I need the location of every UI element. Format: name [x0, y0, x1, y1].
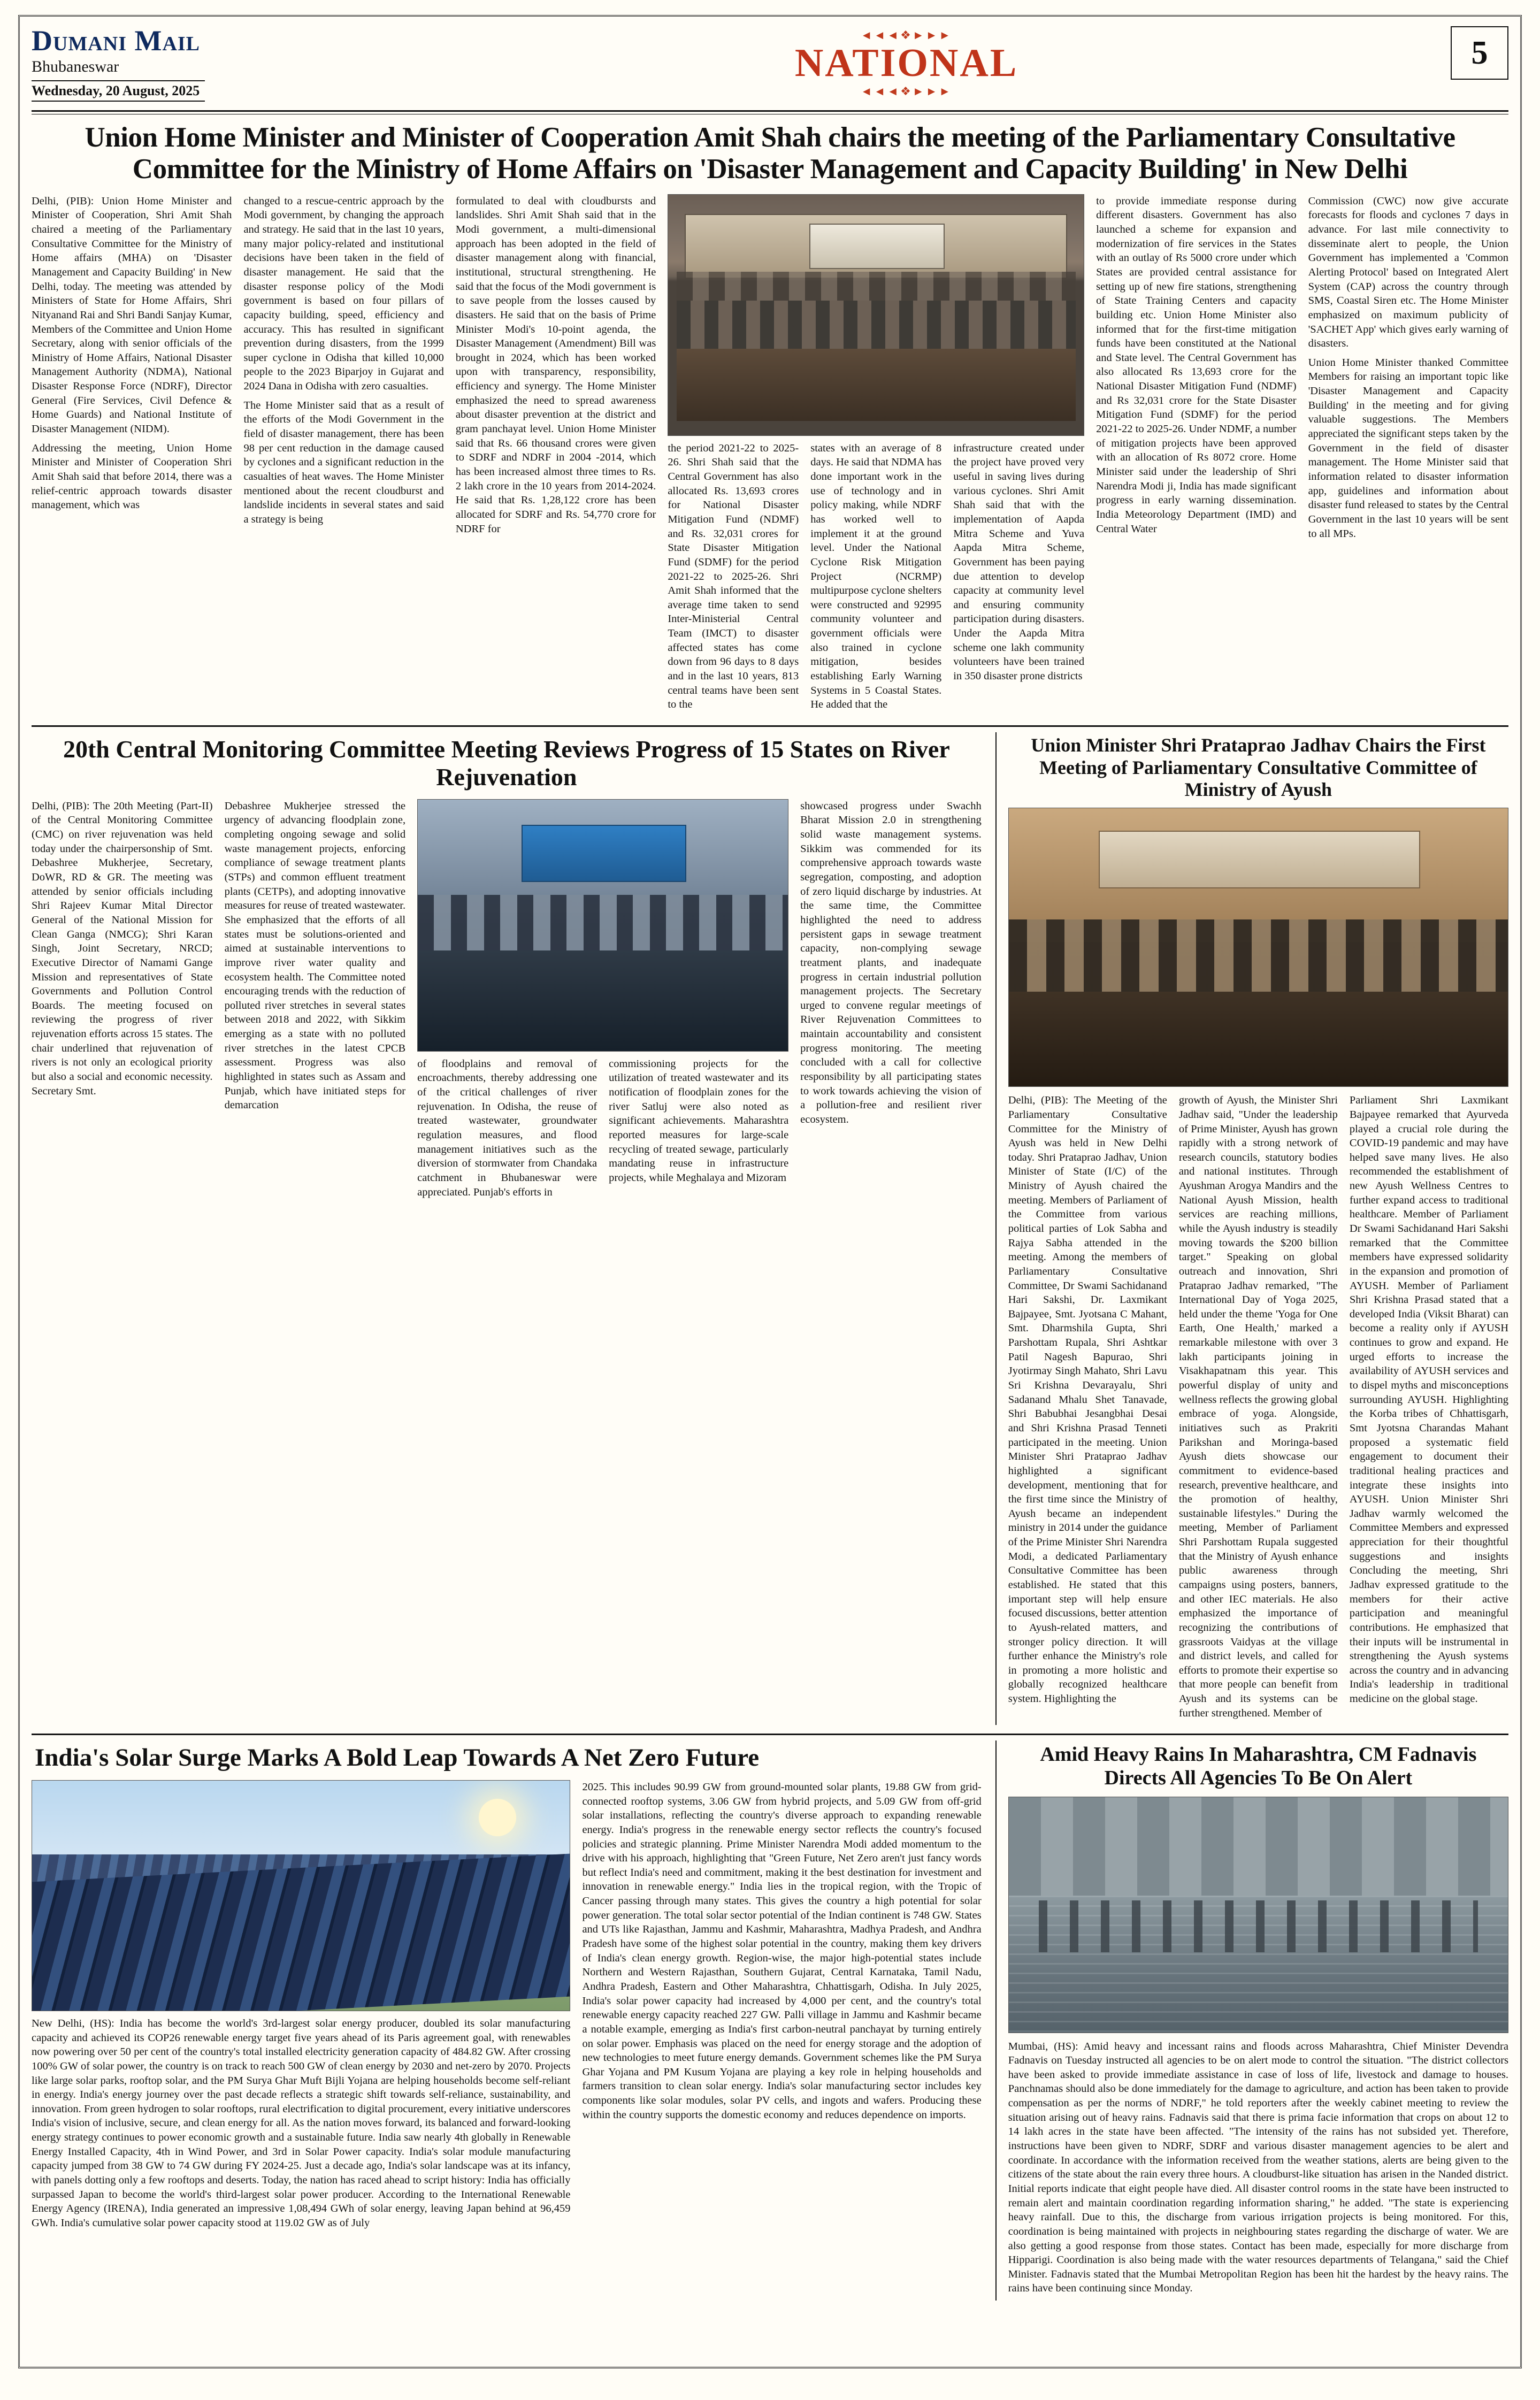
paragraph: Commission (CWC) now give accurate forecasts for floods and cyclones 7 days in advance. For last mile connectivity to disseminate alert to people, the Union Government has implemented a 'Common Alerting Protocol' based on Integrated Alert System (CAP) across the country through SMS, Coastal Siren etc. The Home Minister emphasized on maximum publicity of 'SACHET App' which gives early warning of disasters. — [1308, 195, 1509, 350]
story1-col-5 — [810, 441, 941, 717]
masthead-center — [385, 26, 1428, 98]
edition-date: Wednesday, 20 August, 2025 — [32, 80, 205, 102]
story3-col-2 — [1179, 1093, 1338, 1725]
story2-columns — [32, 799, 982, 1204]
story2-col-5 — [800, 799, 982, 1204]
story3-headline: Union Minister Shri Prataprao Jadhav Chairs the First Meeting of Parliamentary Consultative Committee of Ministry of Ayush — [1031, 734, 1486, 801]
story4-columns — [32, 1780, 982, 2235]
masthead-rule-thick — [32, 110, 1508, 112]
story2-under-photo — [417, 1057, 788, 1204]
ornament-bottom-icon: ◄◄◄❖►►► — [860, 85, 953, 98]
paragraph: 2025. This includes 90.99 GW from ground-mounted solar plants, 19.88 GW from grid-connected rooftop systems, 3.06 GW from hybrid projects, and 5.09 GW from off-grid solar installations, reflecting the country's diverse approach to expanding renewable energy. India's progress in the renewable energy sector reflects the country's focused policies and strategic planning. Prime Minister Narendra Modi added momentum to the drive with his approach, highlighting that "Green Future, Net Zero aren't just fancy words but reflect India's need and commitment, making it the best destination for investment and innovation in renewable energy." India lies in the tropical region, with the Tropic of Cancer passing through many states. This gives the country a high potential for solar power generation. The total solar sector potential of the Indian continent is 748 GW. States and UTs like Rajasthan, Jammu and Kashmir, Maharashtra, Madhya Pradesh, and Andhra Pradesh have some of the highest solar potential in the country, making them key drivers of India's clean energy growth. Region-wise, the major high-potential states include Northern and Western Rajasthan, Southern Gujarat, Central Karnataka, Tamil Nadu, Andhra Pradesh, Eastern and Other Maharashtra, Chhattisgarh, Odisha. In July 2025, India's solar power capacity had increased by 4,000 per cent, and the country's total renewable energy capacity reached 227 GW. Palli village in Jammu and Kashmir became a notable example, emerging as India's first carbon-neutral panchayat by turning entirely on solar power. Emphasis was placed on the need for energy storage and the adoption of new technologies to meet future energy demands. Government schemes like the PM Surya Ghar Yojana and PM Kusum Yojana are playing a key role in helping households and farmers transition to clean solar energy. India's solar manufacturing sector includes key components like solar modules, solar PV cells, and ingots and wafers. Producing these within the country supports the domestic economy and reduces dependence on imports. — [582, 1781, 982, 2121]
paragraph: New Delhi, (HS): India has become the world's 3rd-largest solar energy producer, doubled its solar manufacturing capacity and achieved its COP26 renewable energy target five years ahead of its Paris agreement goal, with renewables now powering over 50 per cent of the country's total installed electricity generation capacity of 484.82 GW. After crossing 100% GW of solar power, the country is on track to reach 500 GW of clean energy by 2030 and net-zero by 2070. Projects like large solar parks, rooftop solar, and the PM Surya Ghar Muft Bijli Yojana are helping households become self-reliant in energy. India's energy journey over the past decade reflects a strategic shift towards self-reliance, sustainability, and innovation. From green hydrogen to solar rooftops, rural electrification to digital procurement, every initiative underscores India's vision of inclusive, secure, and clean energy for all. As the nation moves forward, its balanced and forward-looking energy strategy continues to power economic growth and a sustainable future. India saw nearly 4th globally in Renewable Energy Installed Capacity, 4th in Wind Power, and 3rd in Solar Power capacity. India's solar module manufacturing capacity jumped from 38 GW to 74 GW during FY 2024-25. Just a decade ago, India's solar landscape was at its infancy, with panels dotting only a few rooftops and deserts. Today, the nation has raced ahead to script history: India has officially surpassed Japan to become the world's third-largest solar power producer. According to the International Renewable Energy Agency (IRENA), India generated an impressive 1,08,494 GWh of solar energy, leaving Japan behind at 96,459 GWh. India's cumulative solar power capacity stood at 119.02 GW as of July — [32, 2017, 571, 2229]
paragraph: Delhi, (PIB): The 20th Meeting (Part-II) of the Central Monitoring Committee (CMC) on river rejuvenation was held today under the chairpersonship of Smt. Debashree Mukherjee, Secretary, DoWR, RD & GR. The meeting was attended by senior officials including Shri Rajeev Kumar Mital Director General of the National Mission for Clean Ganga (NMCG); Shri Karan Singh, Joint Secretary, NRCD; Executive Director of Namami Gange Mission and representatives of State Governments and Pollution Control Boards. The meeting focused on reviewing the progress of river rejuvenation efforts across 15 states. The chair underlined that rejuvenation of rivers is not only an ecological priority but also a social and economic necessity. Secretary Smt. — [32, 800, 213, 1097]
story4-photo-col — [32, 1780, 570, 2235]
page-number: 5 — [1451, 26, 1508, 80]
paragraph: formulated to deal with cloudbursts and landslides. Shri Amit Shah said that in the Modi government, a multi-dimensional approach has been adopted in the field of disaster management along with financial, institutional, structural strengthening. He said that the focus of the Modi government is to save people from the losses caused by disasters. He said that on the basis of Prime Minister Modi's 10-point agenda, the Disaster Management (Amendment) Bill was brought in 2024, which has been worked upon with transparency, responsibility, efficiency and synergy. The Home Minister emphasized the need to spread awareness about disaster prevention at the district and gram panchayat level. Union Home Minister said that Rs. 66 thousand crores were given to SDRF and NDRF in 2004 -2014, which has been increased almost three times to Rs. 2 lakh crore in the 10 years from 2014-2024. He said that Rs. 1,28,122 crore has been allocated for SDRF and Rs. 54,770 crore for NDRF for — [455, 195, 656, 535]
paragraph: to provide immediate response during different disasters. Government has also launched a scheme for expansion and modernization of fire services in the States with an outlay of Rs 5000 crore under which States are provided central assistance for setting up of new fire stations, strengthening of State Training Centers and capacity building etc. Union Home Minister also informed that for the first-time mitigation funds have been constituted at the National and State level. The Central Government has also allocated Rs 13,693 crore for the National Disaster Mitigation Fund (NDMF) and Rs 32,031 crore for the State Disaster Mitigation Fund (SDMF) for the period 2021-22 to 2025-26. Under NDMF, a number of mitigation projects have been approved with an allocation of Rs 8072 crore. Home Minister said under the leadership of Shri Narendra Modi ji, India has made significant progress in early warning dissemination. India Meteorology Department (IMD) and Central Water — [1096, 195, 1297, 535]
story2-col-2 — [225, 799, 406, 1204]
newspaper-title: Dumani Mail — [32, 25, 201, 57]
story2-block — [32, 732, 982, 1725]
story1-photo-and-cols — [668, 194, 1084, 717]
masthead — [32, 26, 1508, 105]
story3-block — [995, 732, 1508, 1725]
paragraph: Union Home Minister thanked Committee Members for raising an important topic like 'Disaster Management and Capacity Building' in the meeting and for giving valuable suggestions. The Members appreciated the significant steps taken by the Government in the field of disaster management. The Home Minister said that information related to disaster information app, guidelines and information about disaster fund released to states by the Central Government in the last 10 years will be sent to all MPs. — [1308, 356, 1509, 540]
edition-city: Bhubaneswar — [32, 58, 119, 76]
ornament-top-icon: ◄◄◄❖►►► — [860, 28, 953, 42]
story1-col-6 — [953, 441, 1084, 717]
paragraph: showcased progress under Swachh Bharat Mission 2.0 in strengthening solid waste management systems. Sikkim was commended for its comprehensive approach towards waste segregation, composting, and adoption of zero liquid discharge by industries. At the same time, the Committee highlighted the need to address persistent gaps in sewage treatment capacity, non-complying sewage treatment plants, and inadequate progress in certain industrial pollution management projects. The Secretary urged to convene regular meetings of River Rejuvenation Committees to maintain accountability and consistent progress monitoring. The meeting concluded with a call for collective responsibility by all participating states to work towards achieving the vision of a pollution-free and resilient river ecosystem. — [800, 800, 982, 1125]
section-divider — [32, 725, 1508, 727]
story2-photo — [417, 799, 788, 1052]
paragraph: Delhi, (PIB): Union Home Minister and Minister of Cooperation, Shri Amit Shah chaired a meeting of the Parliamentary Consultative Committee for the Ministry of Home affairs (MHA) on 'Disaster Management and Capacity Building' in New Delhi, today. The meeting was attended by Ministers of State for Home Affairs, Shri Nityanand Rai and Shri Bandi Sanjay Kumar, Members of the Committee and Union Home Secretary, along with senior officials of the Ministry of Home Affairs, National Disaster Management Authority (NDMA), National Disaster Response Force (NDRF), Director General (Fire Services, Civil Defence & Home Guards) and National Institute of Disaster Management (NIDM). — [32, 195, 232, 435]
paragraph: of floodplains and removal of encroachments, thereby addressing one of the critical challenges of river rejuvenation. In Odisha, the reuse of treated wastewater, groundwater regulation measures, and flood management initiatives such as the diversion of stormwater from Chandaka catchment in Bhubaneswar were appreciated. Punjab's efforts in — [417, 1057, 597, 1198]
paragraph: states with an average of 8 days. He said that NDMA has done important work in the use of technology and in policy making, while NDRF has worked well to implement it at the ground level. Under the National Cyclone Risk Mitigation Project (NCRMP) multipurpose cyclone shelters were constructed and 92995 community volunteer and government officials were also trained in cyclone mitigation, besides establishing Early Warning Systems in 5 Coastal States. He added that the — [810, 442, 942, 711]
story3-photo — [1008, 808, 1508, 1087]
story1-col-7 — [1096, 194, 1296, 717]
paragraph: Debashree Mukherjee stressed the urgency of advancing floodplain zone, completing ongoing sewage and solid waste management projects, enforcing compliance of sewage treatment plants (STPs) and common effluent treatment plants (CETPs), and adopting innovative measures for reuse of treated wastewater. She emphasized that the efforts of all states must be solutions-oriented and aimed at sustainable interventions to improve river water quality and ecosystem health. The Committee noted encouraging trends with the reduction of polluted river stretches in several states between 2018 and 2022, with Sikkim emerging as a state with no polluted river stretches in the latest CPCB assessment. Progress was also highlighted in states such as Assam and Punjab, which have initiated steps for demarcation — [224, 800, 406, 1111]
bottom-section — [32, 1740, 1508, 2301]
masthead-left — [32, 26, 385, 102]
page-sheet — [18, 15, 1522, 2368]
paragraph: the period 2021-22 to 2025-26. Shri Shah said that the Central Government has also allocated Rs. 13,693 crores for National Disaster Mitigation Fund (NDMF) and Rs. 32,031 crores for State Disaster Mitigation Fund (SDMF) for the period 2021-22 to 2025-26. Shri Amit Shah informed that the average time taken to send Inter-Ministerial Central Team (IMCT) to disaster affected states has come down from 96 days to 8 days and in the last 10 years, 813 central teams have been sent to the — [668, 442, 799, 711]
story1-columns — [32, 194, 1508, 717]
story5-headline: Amid Heavy Rains In Maharashtra, CM Fadnavis Directs All Agencies To Be On Alert — [1040, 1743, 1477, 1790]
paragraph: Parliament Shri Laxmikant Bajpayee remarked that Ayurveda played a crucial role during the COVID-19 pandemic and may have helped save many lives. He also recommended the establishment of new Ayush Wellness Centres to further expand access to traditional healthcare. Member of Parliament Dr Swami Sachidanand Hari Sakshi remarked that the Committee members have expressed solidarity in the expansion and promotion of AYUSH. Member of Parliament Shri Krishna Prasad stated that a developed India (Viksit Bharat) can become a reality only if AYUSH continues to grow and expand. He urged efforts to increase the availability of AYUSH services and to dispel myths and misconceptions surrounding AYUSH. Highlighting the Korba tribes of Chhattisgarh, Smt Jyotsna Charandas Mahant proposed a systematic field engagement to document their traditional healing practices and integrate these insights into AYUSH. Union Minister Shri Jadhav warmly welcomed the Committee Members and expressed appreciation for their thoughtful suggestions and insights Concluding the meeting, Shri Jadhav expressed gratitude to the members for their active participation and meaningful contributions. He emphasized that their inputs will be instrumental in strengthening the Ayush systems across the country and in advancing India's leadership in traditional medicine on the global stage. — [1349, 1094, 1508, 1705]
story3-col-3 — [1350, 1093, 1508, 1725]
paragraph: growth of Ayush, the Minister Shri Jadhav said, "Under the leadership of Prime Minister, Ayush has grown rapidly with a strong network of research councils, statutory bodies and national institutes. Through Ayushman Arogya Mandirs and the National Ayush Mission, health services are reaching millions, while the Ayush industry is steadily moving towards the $200 billion target." Speaking on global outreach and innovation, Shri Prataprao Jadhav remarked, "The International Day of Yoga 2025, held under the theme 'Yoga for One Earth, One Health,' marked a remarkable milestone with over 3 lakh participants joining in Visakhapatnam this year. This powerful display of unity and wellness reflects the growing global embrace of yoga. Alongside, initiatives such as Prakriti Parikshan and Moringa-based Ayush diets showcase our commitment to evidence-based research, preventive healthcare, and the promotion of healthy, sustainable lifestyles." During the meeting, Member of Parliament Shri Parshottam Rupala suggested that the Ministry of Ayush enhance public awareness through campaigns using posters, banners, and other IEC materials. He also emphasized the importance of recognizing the contributions of grassroots Vaidyas at the village and district levels, and called for efforts to promote their expertise so that more people can benefit from Ayush and its systems can be further strengthened. Member of — [1178, 1094, 1338, 1719]
paragraph: commissioning projects for the utilization of treated wastewater and its notification of floodplain zones for the river Satluj were also noted as significant achievements. Maharashtra reported measures for large-scale recycling of treated sewage, particularly mandating reuse in infrastructure projects, while Meghalaya and Mizoram — [609, 1057, 789, 1184]
story4-photo — [32, 1780, 570, 2011]
paragraph: infrastructure created under the project have proved very useful in saving lives during various cyclones. Shri Amit Shah said that with the implementation of Aapda Mitra Scheme and Yuva Aapda Mitra Scheme, Government has been paying due attention to develop capacity at community level and ensuring community participation during disasters. Under the Aapda Mitra scheme one lakh community volunteers have been trained in 350 disaster prone districts — [953, 442, 1085, 683]
story5-block — [995, 1740, 1508, 2301]
paragraph: The Home Minister said that as a result of the efforts of the Modi Government in the field of disaster management, there has been 98 per cent reduction in the damage caused by cyclones and a significant reduction in the casualties of heat waves. The Home Minister mentioned about the recent cloudburst and landslide incidents in several states and said a strategy is being — [243, 399, 444, 525]
story1-col-2 — [243, 194, 443, 717]
paragraph: Mumbai, (HS): Amid heavy and incessant rains and floods across Maharashtra, Chief Minister Devendra Fadnavis on Tuesday instructed all agencies to be on alert mode to control the situation. "The district collectors have been asked to provide immediate assistance in case of loss of life, livestock and damage to houses. Panchnamas should also be done immediately for the damage to agriculture, and action has been taken to provide compensation as per the norms of NDRF," he told reporters after the weekly cabinet meeting to review the situation arising out of heavy rains. Fadnavis said that there is prima facie information that crops on about 12 to 14 lakh acres in the state have been affected. "The intensity of the rains has not subsided yet. Therefore, instructions have been given to NDRF, SDRF and various disaster management agencies to be alert and coordinate. In accordance with the information received from the weather stations, alerts are being given to the citizens of the state about the rain every three hours. A cloudburst-like situation has arisen in the Nanded district. Initial reports indicate that eight people have died. All disaster control rooms in the state have been instructed to remain alert and maintain coordination regarding information sharing," he added. "The state is experiencing heavy rainfall. Due to this, the discharge from various irrigation projects is being monitored. For this, coordination is being maintained with projects in neighbouring states regarding the discharge of water. We are also getting a good response from those states. Contact has been made, especially for more discharge from Hipparigi. Coordination is also being made with the water resources departments of Telangana," said the Chief Minister. Fadnavis stated that the Mumbai Metropolitan Region has been hit the hardest by the heavy rains. The rains have been continuing since Monday. — [1008, 2040, 1508, 2295]
story1-col-1 — [32, 194, 232, 717]
paragraph: changed to a rescue-centric approach by the Modi government, by changing the approach and strategy. He said that in the last 10 years, many major policy-related and institutional decisions have been taken in the field of disaster management. He said that the disaster response policy of the Modi government is based on four pillars of capacity building, speed, efficiency and accuracy. This has resulted in significant prevention during disasters, from the 1999 super cyclone in Odisha that killed 10,000 people to the 2023 Biparjoy in Gujarat and 2024 Dana in Odisha with zero casualties. — [243, 195, 444, 393]
story4-block — [32, 1740, 982, 2301]
story1-under-photo — [668, 441, 1084, 717]
mid-section — [32, 732, 1508, 1725]
story1-photo — [668, 194, 1084, 436]
section-divider-2 — [32, 1734, 1508, 1735]
story5-photo — [1008, 1797, 1508, 2033]
story2-col-4 — [609, 1057, 788, 1204]
story1-col-3 — [456, 194, 656, 717]
story4-col-2 — [582, 1780, 981, 2235]
paragraph: Addressing the meeting, Union Home Minister and Minister of Cooperation Shri Amit Shah said that before 2014, there was a relief-centric approach towards disaster management, which was — [32, 442, 232, 511]
story1-col-8 — [1308, 194, 1508, 717]
masthead-right — [1428, 26, 1508, 80]
story2-headline: 20th Central Monitoring Committee Meeting Reviews Progress of 15 States on River Rejuvenation — [63, 735, 950, 791]
section-title: NATIONAL — [794, 41, 1018, 85]
story4-headline: India's Solar Surge Marks A Bold Leap Towards A Net Zero Future — [35, 1744, 760, 1772]
story3-col-1 — [1008, 1093, 1167, 1725]
paragraph: Delhi, (PIB): The Meeting of the Parliamentary Consultative Committee for the Ministry of Ayush was held in New Delhi today. Shri Prataprao Jadhav, Union Minister of State (I/C) of the Ministry of Ayush chaired the meeting. Members of Parliament of the Committee from various political parties of Lok Sabha and Rajya Sabha attended in the meeting. Among the members of Parliamentary Consultative Committee, Dr Swami Sachidanand Hari Sakshi, Dr. Laxmikant Bajpayee, Smt. Jyotsana C Mahant, Smt. Dharmshila Gupta, Shri Parshottam Rupala, Shri Ashtkar Patil Nagesh Bapurao, Shri Jyotirmay Singh Mahato, Shri Lavu Sri Krishna Devarayalu, Shri Sadanand Mhalu Shet Tanavade, Shri Babubhai Jesangbhai Desai and Shri Krishna Prasad Tenneti participated in the meeting. Union Minister Shri Prataprao Jadhav highlighted a significant development, mentioning that for the first time since the Ministry of Ayush became an independent ministry in 2014 under the guidance of the Prime Minister Shri Narendra Modi, a dedicated Parliamentary Consultative Committee has been established. He stated that this important step will help ensure focused discussions, better attention to Ayush-related matters, and stronger policy direction. It will further enhance the Ministry's role in promoting a more holistic and globally recognized healthcare system. Highlighting the — [1008, 1094, 1167, 1705]
story2-photo-and-cols — [417, 799, 788, 1204]
story3-columns — [1008, 1093, 1508, 1725]
story2-col-1 — [32, 799, 213, 1204]
story2-col-3 — [417, 1057, 597, 1204]
story1-headline: Union Home Minister and Minister of Cooperation Amit Shah chairs the meeting of the Parliamentary Consultative Committee for the Ministry of Home Affairs on 'Disaster Management and Capacity Building' in New Delhi — [85, 122, 1455, 185]
story1-col-4 — [668, 441, 799, 717]
